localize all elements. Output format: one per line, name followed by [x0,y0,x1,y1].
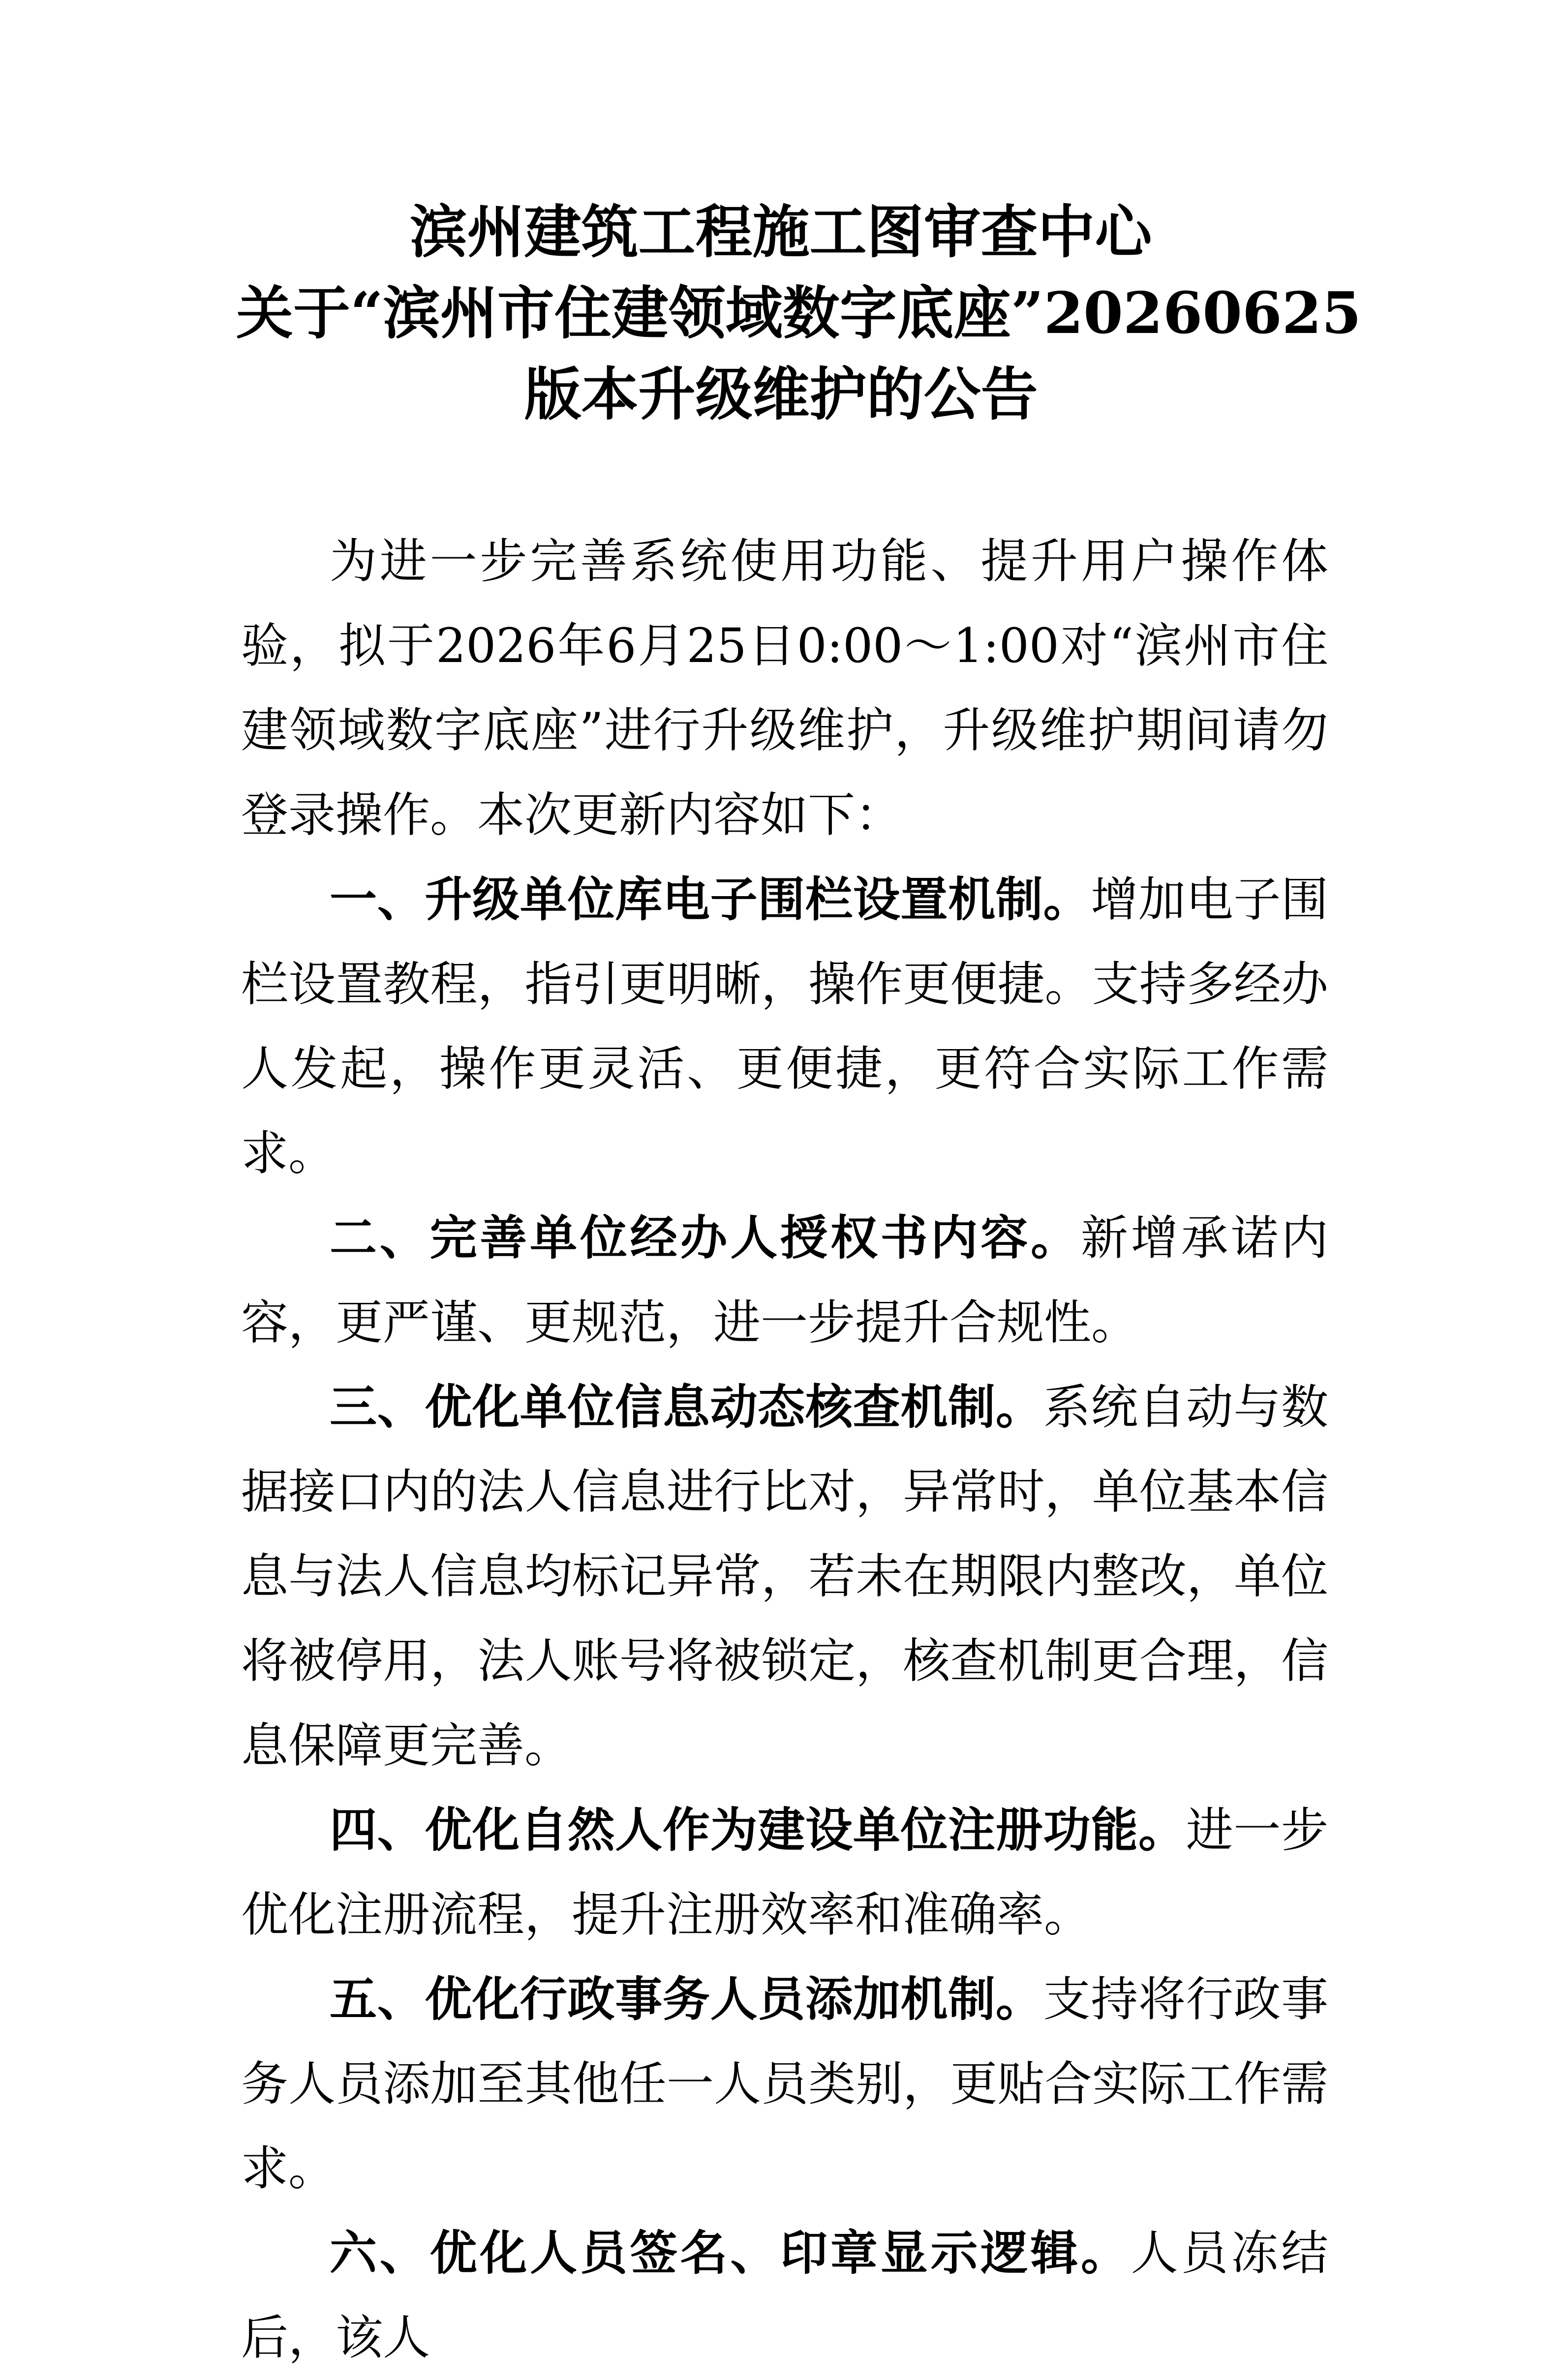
item-paragraph-6 [241,2211,1328,2380]
item-text-4: 进一步优化注册流程，提升注册效率和准确率。 [241,1803,1329,1942]
item-paragraph-3 [241,1365,1328,1788]
intro-paragraph [241,519,1328,857]
item-text-2: 新增承诺内容，更严谨、更规范，进一步提升合规性。 [241,1210,1329,1350]
item-heading-4: 四、优化自然人作为建设单位注册功能。 [330,1803,1186,1858]
document-title [236,192,1362,435]
item-heading-5: 五、优化行政事务人员添加机制。 [330,1972,1043,2027]
item-paragraph-2 [241,1196,1328,1365]
intro-text: 为进一步完善系统使用功能、提升用户操作体验，拟于2026年6月25日0:00～1:00对“滨州市住建领域数字底座”进行升级维护，升级维护期间请勿登录操作。本次更新内容如下： [241,534,1328,843]
item-text-5: 支持将行政事务人员添加至其他任一人员类别，更贴合实际工作需求。 [241,1972,1328,2196]
title-line-3: 版本升级维护的公告 [524,361,1038,428]
title-line-1: 滨州建筑工程施工图审查中心 [410,199,1152,266]
item-heading-6: 六、优化人员签名、印章显示逻辑。 [330,2226,1131,2281]
item-heading-3: 三、优化单位信息动态核查机制。 [330,1380,1043,1435]
item-text-6: 人员冻结后，该人 [241,2226,1329,2365]
item-heading-2: 二、完善单位经办人授权书内容。 [330,1210,1081,1265]
item-paragraph-1 [241,857,1328,1196]
title-line-2: 关于“滨州市住建领域数字底座”20260625 [236,280,1362,347]
item-text-3: 系统自动与数据接口内的法人信息进行比对，异常时，单位基本信息与法人信息均标记异常，若未在期限内整改，单位将被停用，法人账号将被锁定，核查机制更合理，信息保障更完善。 [241,1380,1328,1773]
item-paragraph-5 [241,1957,1328,2211]
item-text-1: 增加电子围栏设置教程，指引更明晰，操作更便捷。支持多经办人发起，操作更灵活、更便捷，更符合实际工作需求。 [241,872,1329,1181]
item-paragraph-4 [241,1788,1328,1957]
document-body [241,519,1328,2380]
item-heading-1: 一、升级单位库电子围栏设置机制。 [330,872,1091,927]
